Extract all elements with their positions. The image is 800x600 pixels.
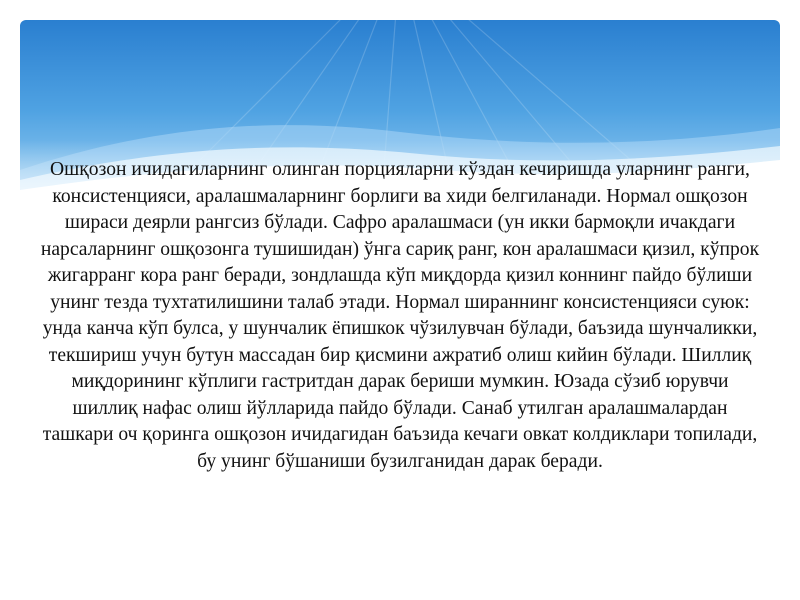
slide-body-text: Ошқозон ичидагиларнинг олинган порцияларни кўздан кечиришда уларнинг ранги, консистенцияси, аралашмаларнинг борлиги ва хиди белгиланади. Нормал ошқозон шираси деярли рангсиз бўлади. Сафро аралашмаси (ун икки бармоқли ичакдаги нарсаларнинг ошқозонга тушишидан) ўнга сариқ ранг, кон аралашмаси қизил, кўпрок жигарранг кора ранг беради, зондлашда кўп миқдорда қизил коннинг пайдо бўлиши унинг тезда тухтатилишини талаб этади. Нормал шираннинг консистенцияси суюк: унда канча кўп булса, у шунчалик ёпишкок чўзилувчан бўлади, баъзида шунчаликки, текшириш учун бутун массадан бир қисмини ажратиб олиш кийин бўлади. Шиллиқ миқдорининг кўплиги гастритдан дарак бериши мумкин. Юзада сўзиб юрувчи шиллиқ нафас олиш йўлларида пайдо бўлади. Санаб утилган аралашмалардан ташкари оч қоринга ошқозон ичидагидан баъзида кечаги овкат колдиклари топилади, бу унинг бўшаниши бузилганидан дарак беради. [40,159,760,472]
